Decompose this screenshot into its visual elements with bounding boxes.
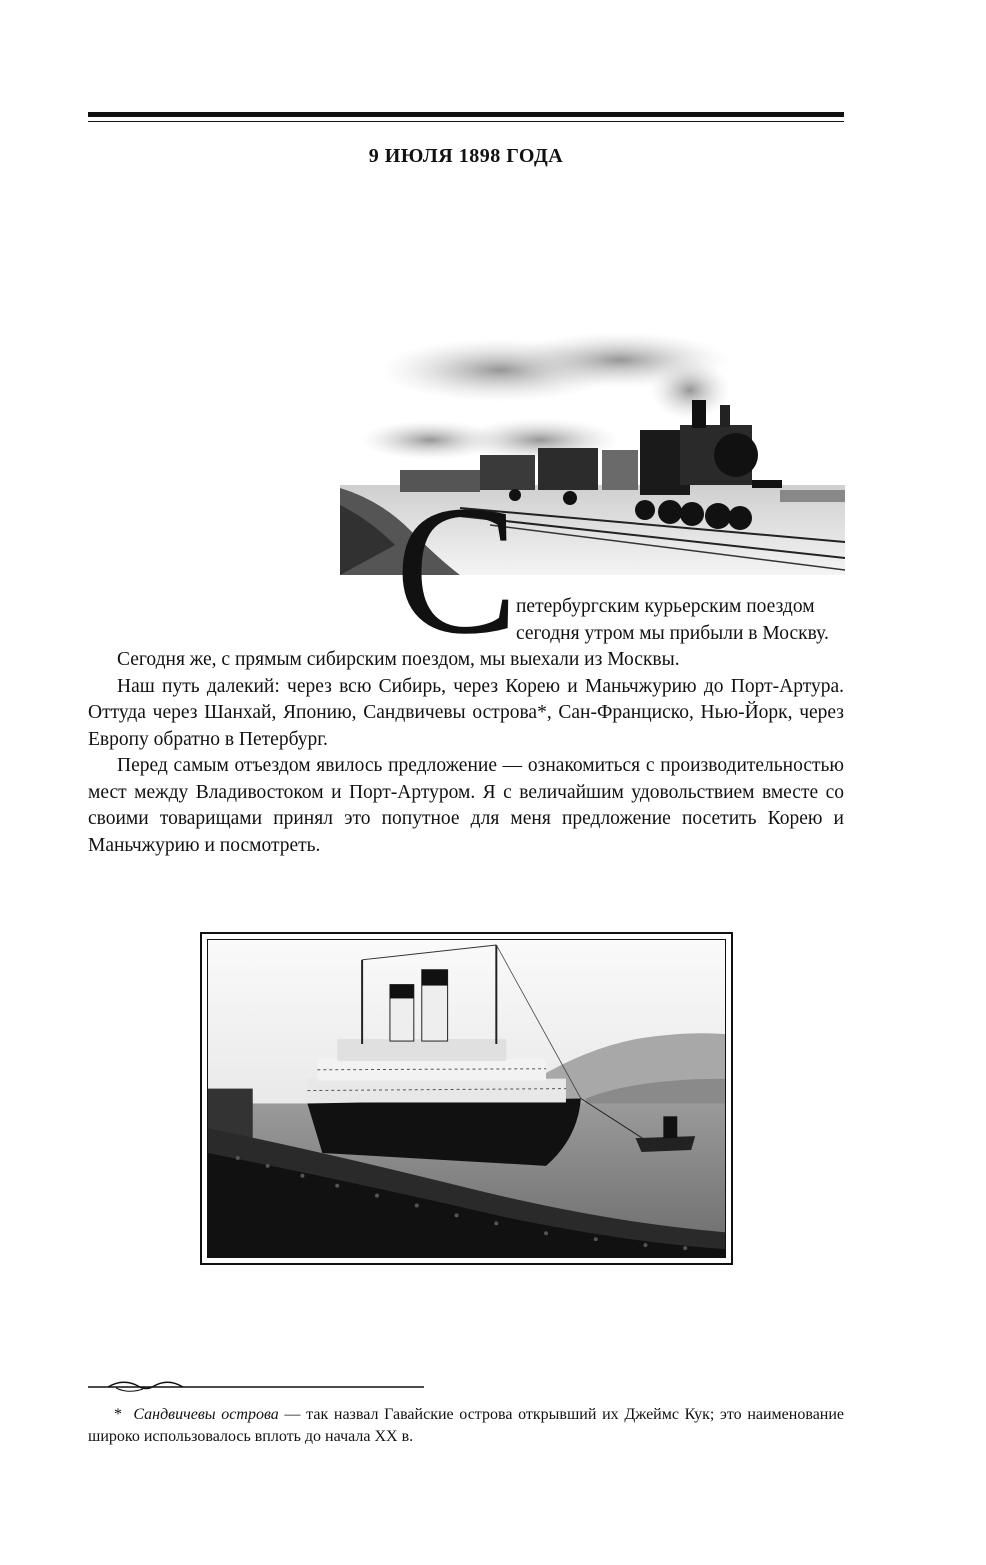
footnote-text: — так назвал Гавайские острова открывший их Джеймс Кук; это наименование широко использовалось вплоть до начала XX в. bbox=[88, 1406, 845, 1445]
opening-line: петербургским курьерским поездом bbox=[516, 596, 815, 617]
opening-lines bbox=[516, 594, 856, 647]
chapter-title: 9 ИЮЛЯ 1898 ГОДА bbox=[368, 145, 564, 167]
body-text bbox=[88, 647, 844, 859]
footnote bbox=[88, 1404, 844, 1448]
ship-illustration-frame bbox=[200, 932, 733, 1265]
ocean-liner-illustration bbox=[208, 940, 725, 1257]
opening-line: сегодня утром мы прибыли в Москву. bbox=[516, 622, 829, 644]
paragraph: Наш путь далекий: через всю Сибирь, через Корею и Маньчжурию до Порт-Артура. Оттуда через Шанхай, Японию, Сандвичевы острова*, Сан-Франциско, Нью-Йорк, через Европу обратно в Петербург. bbox=[88, 675, 844, 750]
paragraph: Перед самым отъездом явилось предложение — ознакомиться с производительностью мест между Владивостоком и Порт-Артуром. Я с величайшим удовольствием вместе со своими товарищами принял это попутное для меня предложение посетить Корею и Маньчжурию и посмотреть. bbox=[88, 755, 844, 856]
paragraph: Сегодня же, с прямым сибирским поездом, мы выехали из Москвы. bbox=[117, 649, 680, 670]
drop-cap-letter: С bbox=[395, 468, 519, 673]
footnote-term: Сандвичевы острова bbox=[133, 1406, 279, 1423]
header-rule-thin bbox=[88, 121, 844, 122]
footnote-separator-ornament bbox=[88, 1378, 424, 1394]
footnote-mark: * bbox=[114, 1406, 122, 1423]
header-rule-thick bbox=[88, 112, 844, 117]
